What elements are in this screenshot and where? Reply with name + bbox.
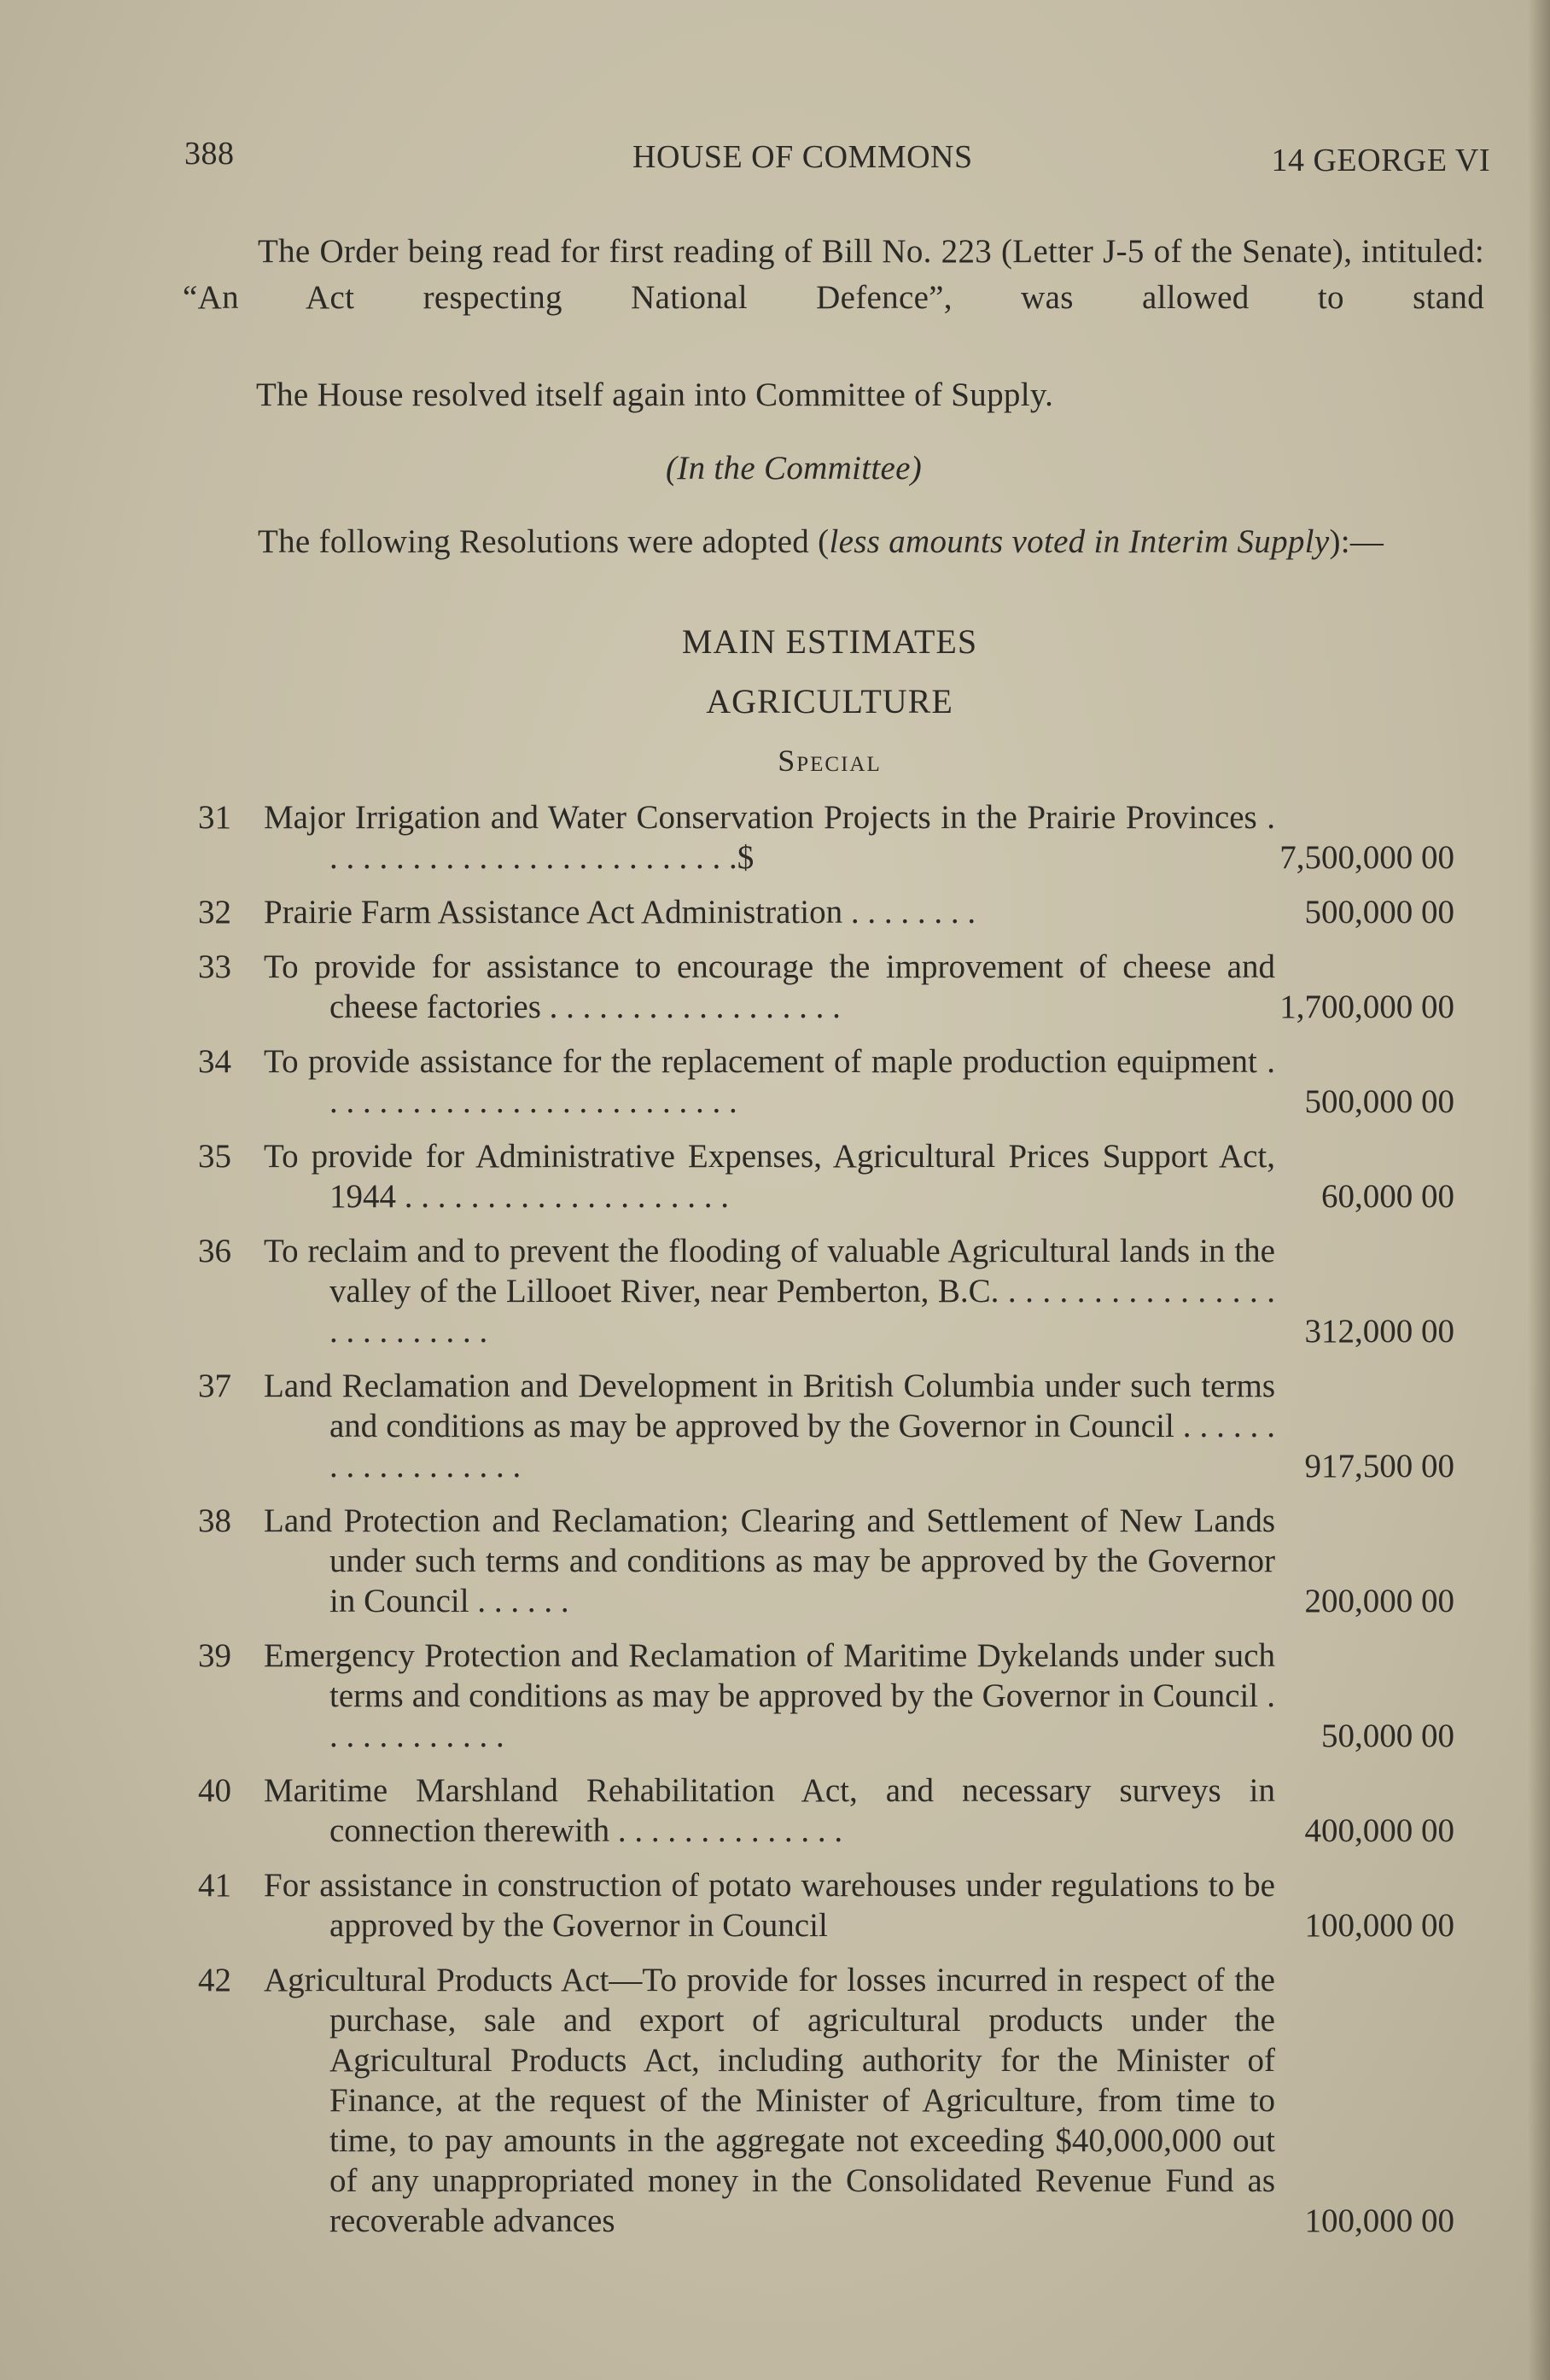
item-number: 40: [198, 1772, 231, 1809]
item-number: 32: [198, 894, 231, 930]
item-description: Major Irrigation and Water Conservation Projects in the Prairie Provinces . . . . . . . . . . . . . . . . . . . . . . . . . .$: [264, 799, 1275, 876]
item-number: 31: [198, 799, 231, 836]
item-number: 42: [198, 1962, 231, 1998]
item-description: Emergency Protection and Reclamation of Maritime Dykelands under such terms and conditions as may be approved by the Governor in Council . . . . . . . . . . . .: [264, 1637, 1275, 1754]
item-amount: 312,000 00: [1304, 1313, 1454, 1350]
item-description: Land Protection and Reclamation; Clearing and Settlement of New Lands under such terms and conditions as may be approved by the Governor in Council . . . . . .: [264, 1502, 1275, 1619]
item-amount: 100,000 00: [1304, 2202, 1454, 2239]
estimate-item: [198, 1770, 1478, 1851]
item-description: To provide for assistance to encourage the improvement of cheese and cheese factories . . . . . . . . . . . . . . . . . .: [264, 948, 1275, 1025]
estimate-item: [198, 1636, 1478, 1756]
resolutions-intro-italic: less amounts voted in Interim Supply: [829, 523, 1330, 560]
item-number: 38: [198, 1502, 231, 1539]
item-description: Agricultural Products Act—To provide for losses incurred in respect of the purchase, sale and export of agricultural products under the Agricultural Products Act, including authority for the Minister of Finance, at the request of the Minister of Agriculture, from time to time, to pay amounts in the aggregate not exceeding $40,000,000 out of any unappropriated money in the Consolidated Revenue Fund as recoverable advances: [264, 1962, 1275, 2239]
estimate-item: [198, 1041, 1478, 1122]
item-amount: 50,000 00: [1321, 1718, 1454, 1754]
estimate-item: [198, 1136, 1478, 1216]
item-description: To provide assistance for the replacement of maple production equipment . . . . . . . . . . . . . . . . . . . . . . . . . .: [264, 1043, 1275, 1120]
item-amount: 7,500,000 00: [1279, 839, 1454, 876]
regnal-year: 14 GEORGE VI: [1271, 143, 1490, 178]
item-description: Maritime Marshland Rehabilitation Act, and necessary surveys in connection therewith . . . . . . . . . . . . . .: [264, 1772, 1275, 1849]
item-description: For assistance in construction of potato warehouses under regulations to be approved by the Governor in Council: [264, 1867, 1275, 1944]
item-amount: 60,000 00: [1321, 1178, 1454, 1215]
page-number: 388: [184, 136, 235, 172]
item-amount: 500,000 00: [1304, 894, 1454, 930]
item-number: 39: [198, 1637, 231, 1674]
main-estimates-heading: MAIN ESTIMATES: [681, 622, 978, 661]
page-edge-shadow: [1528, 0, 1550, 2380]
item-description: Land Reclamation and Development in British Columbia under such terms and conditions as may be approved by the Governor in Council . . . . . . . . . . . . . . . . . .: [264, 1368, 1275, 1485]
item-amount: 400,000 00: [1304, 1812, 1454, 1849]
committee-note: (In the Committee): [666, 450, 922, 487]
journal-title: HOUSE OF COMMONS: [632, 139, 973, 175]
department-heading: AGRICULTURE: [706, 682, 953, 720]
running-header: [184, 135, 1490, 179]
item-number: 37: [198, 1368, 231, 1404]
resolutions-intro-start: The following Resolutions were adopted (: [258, 523, 830, 560]
item-amount: 500,000 00: [1304, 1083, 1454, 1120]
section-heading: Special: [778, 744, 882, 778]
item-description: To reclaim and to prevent the flooding of valuable Agricultural lands in the valley of the Lillooet River, near Pemberton, B.C. . . . . . . . . . . . . . . . . . . . . . . . . . .: [264, 1233, 1275, 1350]
item-amount: 1,700,000 00: [1279, 989, 1454, 1025]
estimate-item: [198, 892, 1478, 932]
estimate-item: [198, 797, 1478, 878]
resolutions-intro-end: ):—: [1329, 523, 1384, 560]
estimate-item: [198, 1231, 1478, 1351]
item-number: 36: [198, 1233, 231, 1269]
estimate-item: [198, 1865, 1478, 1945]
item-amount: 200,000 00: [1304, 1583, 1454, 1619]
estimate-item: [198, 1501, 1478, 1621]
item-amount: 100,000 00: [1304, 1907, 1454, 1944]
item-number: 34: [198, 1043, 231, 1080]
order-paragraph: The Order being read for first reading of Bill No. 223 (Letter J-5 of the Senate), intituled: “An Act respecting National Defence”, was allowed to stand: [183, 233, 1484, 316]
committee-resolution-paragraph: The House resolved itself again into Committee of Supply.: [256, 376, 1054, 413]
item-amount: 917,500 00: [1304, 1448, 1454, 1485]
estimate-item: [198, 1960, 1478, 2241]
estimate-item: [198, 947, 1478, 1027]
item-description: To provide for Administrative Expenses, Agricultural Prices Support Act, 1944 . . . . . . . . . . . . . . . . . . . .: [264, 1138, 1275, 1215]
item-number: 41: [198, 1867, 231, 1904]
resolutions-intro-paragraph: [183, 519, 1484, 565]
item-number: 35: [198, 1138, 231, 1175]
estimates-list: [198, 797, 1478, 2255]
item-description: Prairie Farm Assistance Act Administration . . . . . . . .: [264, 894, 976, 930]
estimate-item: [198, 1366, 1478, 1486]
item-number: 33: [198, 948, 231, 985]
